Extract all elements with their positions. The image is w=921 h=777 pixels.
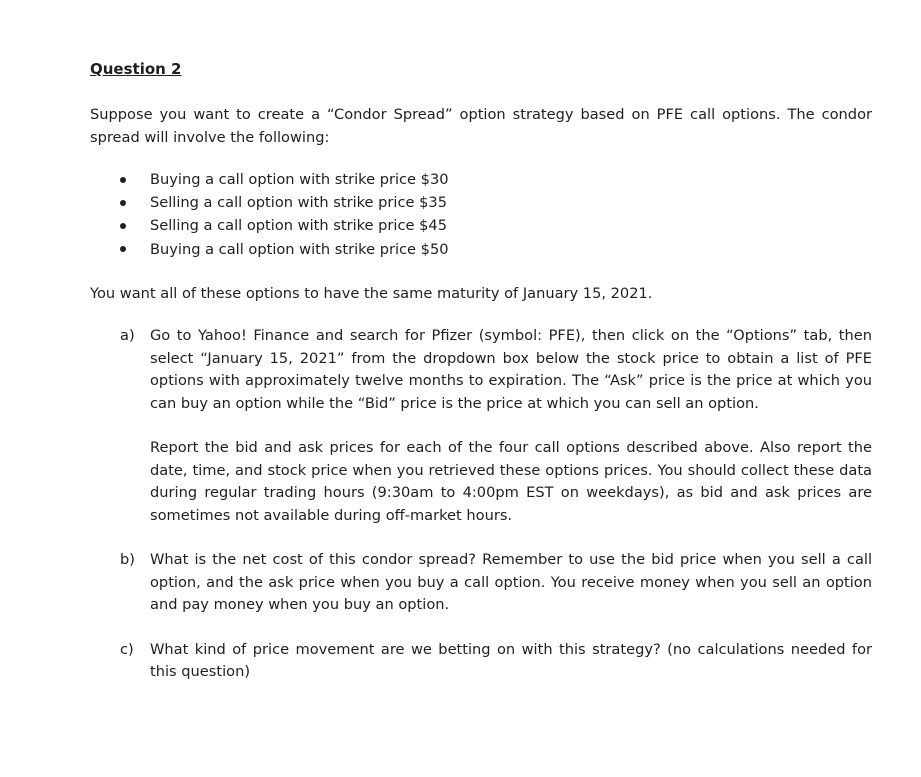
bullet-item <box>90 191 872 214</box>
bullet-item <box>90 214 872 237</box>
bullet-dot-icon <box>120 200 126 206</box>
bullet-item <box>90 168 872 191</box>
question-marker: a) <box>120 327 135 345</box>
sub-question-a <box>90 325 872 527</box>
question-marker: c) <box>120 640 134 658</box>
sub-question-b <box>90 549 872 617</box>
question-heading: Question 2 <box>90 60 182 78</box>
sub-question-list <box>90 325 872 684</box>
question-text: Go to Yahoo! Finance and search for Pfizer (symbol: PFE), then click on the “Options” tab, then select “January 15, 2021” from the dropdown box below the stock price to obtain a list of PFE options with approximately twelve months to expiration. The “Ask” price is the price at which you can buy an option while the “Bid” price is the price at which you can sell an option. <box>150 327 872 412</box>
bullet-text: Selling a call option with strike price $35 <box>150 194 447 212</box>
bullet-dot-icon <box>120 223 126 229</box>
bullet-text: Selling a call option with strike price $45 <box>150 217 447 235</box>
question-text: What is the net cost of this condor spread? Remember to use the bid price when you sell a call option, and the ask price when you buy a call option. You receive money when you sell an option and pay money when you buy an option. <box>150 551 872 614</box>
bullet-dot-icon <box>120 246 126 252</box>
bullet-item <box>90 238 872 261</box>
bullet-text: Buying a call option with strike price $30 <box>150 171 449 188</box>
question-marker: b) <box>120 551 135 569</box>
intro-paragraph: Suppose you want to create a “Condor Spread” option strategy based on PFE call options. The condor spread will involve the following: <box>90 106 872 146</box>
strategy-bullet-list <box>90 168 872 261</box>
maturity-paragraph: You want all of these options to have the same maturity of January 15, 2021. <box>90 284 653 302</box>
question-followup: Report the bid and ask prices for each of the four call options described above. Also report the date, time, and stock price when you retrieved these options prices. You should collect these data during regular trading hours (9:30am to 4:00pm EST on weekdays), as bid and ask prices are sometimes not available during off-market hours. <box>150 439 872 524</box>
document-body <box>90 58 872 706</box>
bullet-text: Buying a call option with strike price $50 <box>150 240 449 258</box>
bullet-dot-icon <box>120 177 126 183</box>
sub-question-c <box>90 639 872 684</box>
question-text: What kind of price movement are we betting on with this strategy? (no calculations needed for this question) <box>150 640 872 681</box>
